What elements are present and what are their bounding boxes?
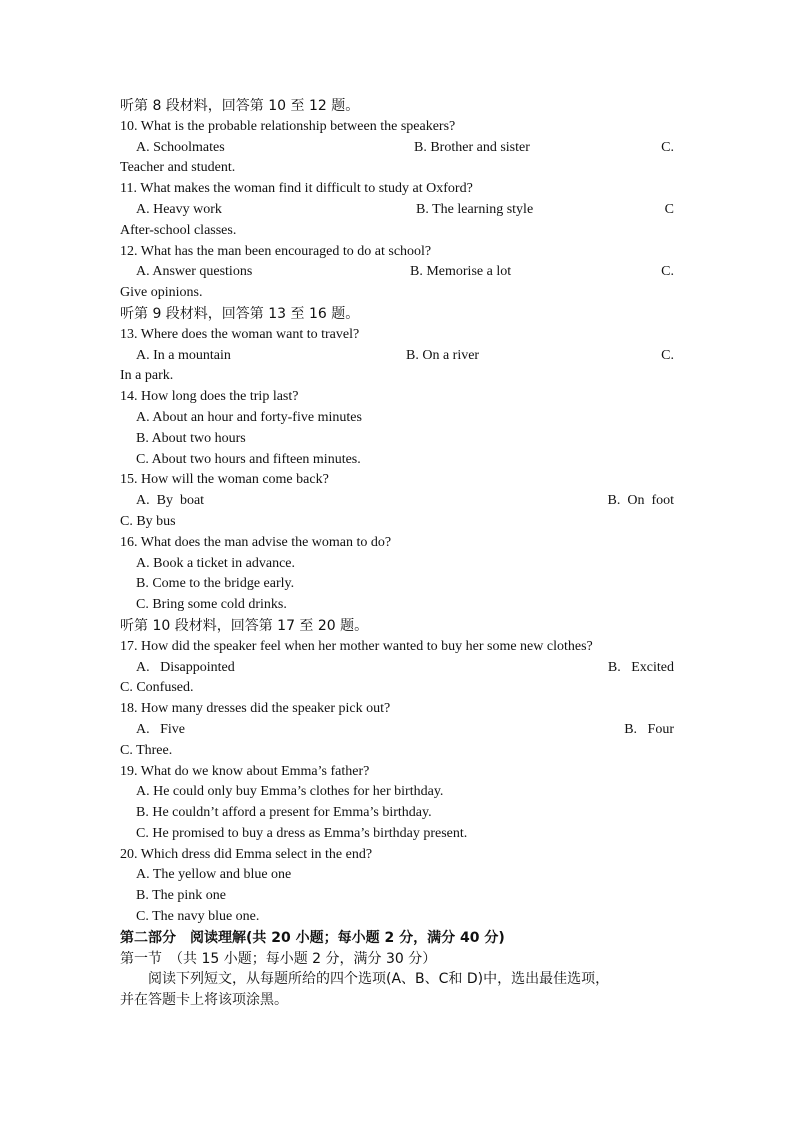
option-c-label: C. [661,264,674,280]
question-17: 17. How did the speaker feel when her mother wanted to buy her some new clothes? [120,638,593,654]
options-10 [120,138,674,159]
option-c-text: Give opinions. [120,285,203,301]
question-15: 15. How will the woman come back? [120,472,329,488]
options-13 [120,346,674,367]
option-b: B. The learning style [416,201,534,217]
option-b: B. Brother and sister [414,139,530,155]
exam-page [120,96,674,1011]
option-b: B. Memorise a lot [410,264,512,280]
subsection-heading: 第一节 （共 15 小题；每小题 2 分，满分 30 分） [120,950,437,967]
option-a: A. Heavy work [136,201,222,217]
options-17 [120,658,674,679]
instructions-line-1: 阅读下列短文，从每题所给的四个选项(A、B、C和 D)中，选出最佳选项， [148,971,610,988]
option-a: A. Disappointed [136,659,235,675]
question-14: 14. How long does the trip last? [120,389,299,405]
option-c: C. The navy blue one. [136,909,260,925]
option-b: B. About two hours [136,430,246,446]
option-b: B. Excited [607,659,674,675]
options-18 [120,720,674,741]
part-heading: 第二部分 阅读理解(共 20 小题；每小题 2 分，满分 40 分) [120,929,505,946]
option-a: A. Book a ticket in advance. [136,555,296,571]
question-13: 13. Where does the woman want to travel? [120,326,360,342]
section-header: 听第 9 段材料，回答第 13 至 16 题。 [120,305,360,322]
option-b: B. Come to the bridge early. [136,576,295,592]
option-c: C. About two hours and fifteen minutes. [136,451,361,467]
options-11 [120,200,674,221]
question-18: 18. How many dresses did the speaker pick out? [120,701,391,717]
option-a: A. Five [136,721,185,737]
option-c: C. Three. [120,742,173,758]
option-c: C. He promised to buy a dress as Emma’s birthday present. [136,825,468,841]
option-b: B. He couldn’t afford a present for Emma’s birthday. [136,805,432,821]
option-a: A. Schoolmates [136,139,225,155]
option-b: B. On foot [607,493,674,509]
question-11: 11. What makes the woman find it difficult to study at Oxford? [120,181,473,197]
options-15 [120,491,674,512]
option-c: C. Bring some cold drinks. [136,597,287,613]
options-12 [120,262,674,283]
question-20: 20. Which dress did Emma select in the end? [120,846,373,862]
instructions-line-2: 并在答题卡上将该项涂黑。 [120,992,288,1009]
option-a: A. Answer questions [136,264,253,280]
option-c: C. Confused. [120,680,194,696]
option-c-text: Teacher and student. [120,160,236,176]
option-c-label: C. [661,347,674,363]
option-a: A. In a mountain [136,347,231,363]
question-12: 12. What has the man been encouraged to do at school? [120,243,432,259]
option-b: B. The pink one [136,888,226,904]
option-c-label: C. [661,139,674,155]
option-c-text: In a park. [120,368,174,384]
question-19: 19. What do we know about Emma’s father? [120,763,370,779]
option-c-text: After-school classes. [120,222,237,238]
option-b: B. On a river [406,347,480,363]
question-10: 10. What is the probable relationship between the speakers? [120,118,456,134]
option-b: B. Four [624,721,674,737]
section-header: 听第 8 段材料，回答第 10 至 12 题。 [120,98,360,114]
question-16: 16. What does the man advise the woman to do? [120,534,392,550]
option-c-label: C [664,201,674,217]
section-header: 听第 10 段材料，回答第 17 至 20 题。 [120,617,369,634]
option-a: A. About an hour and forty-five minutes [136,409,362,425]
option-a: A. He could only buy Emma’s clothes for her birthday. [136,784,444,800]
option-a: A. The yellow and blue one [136,867,292,883]
option-a: A. By boat [136,493,205,509]
option-c: C. By bus [120,513,176,529]
